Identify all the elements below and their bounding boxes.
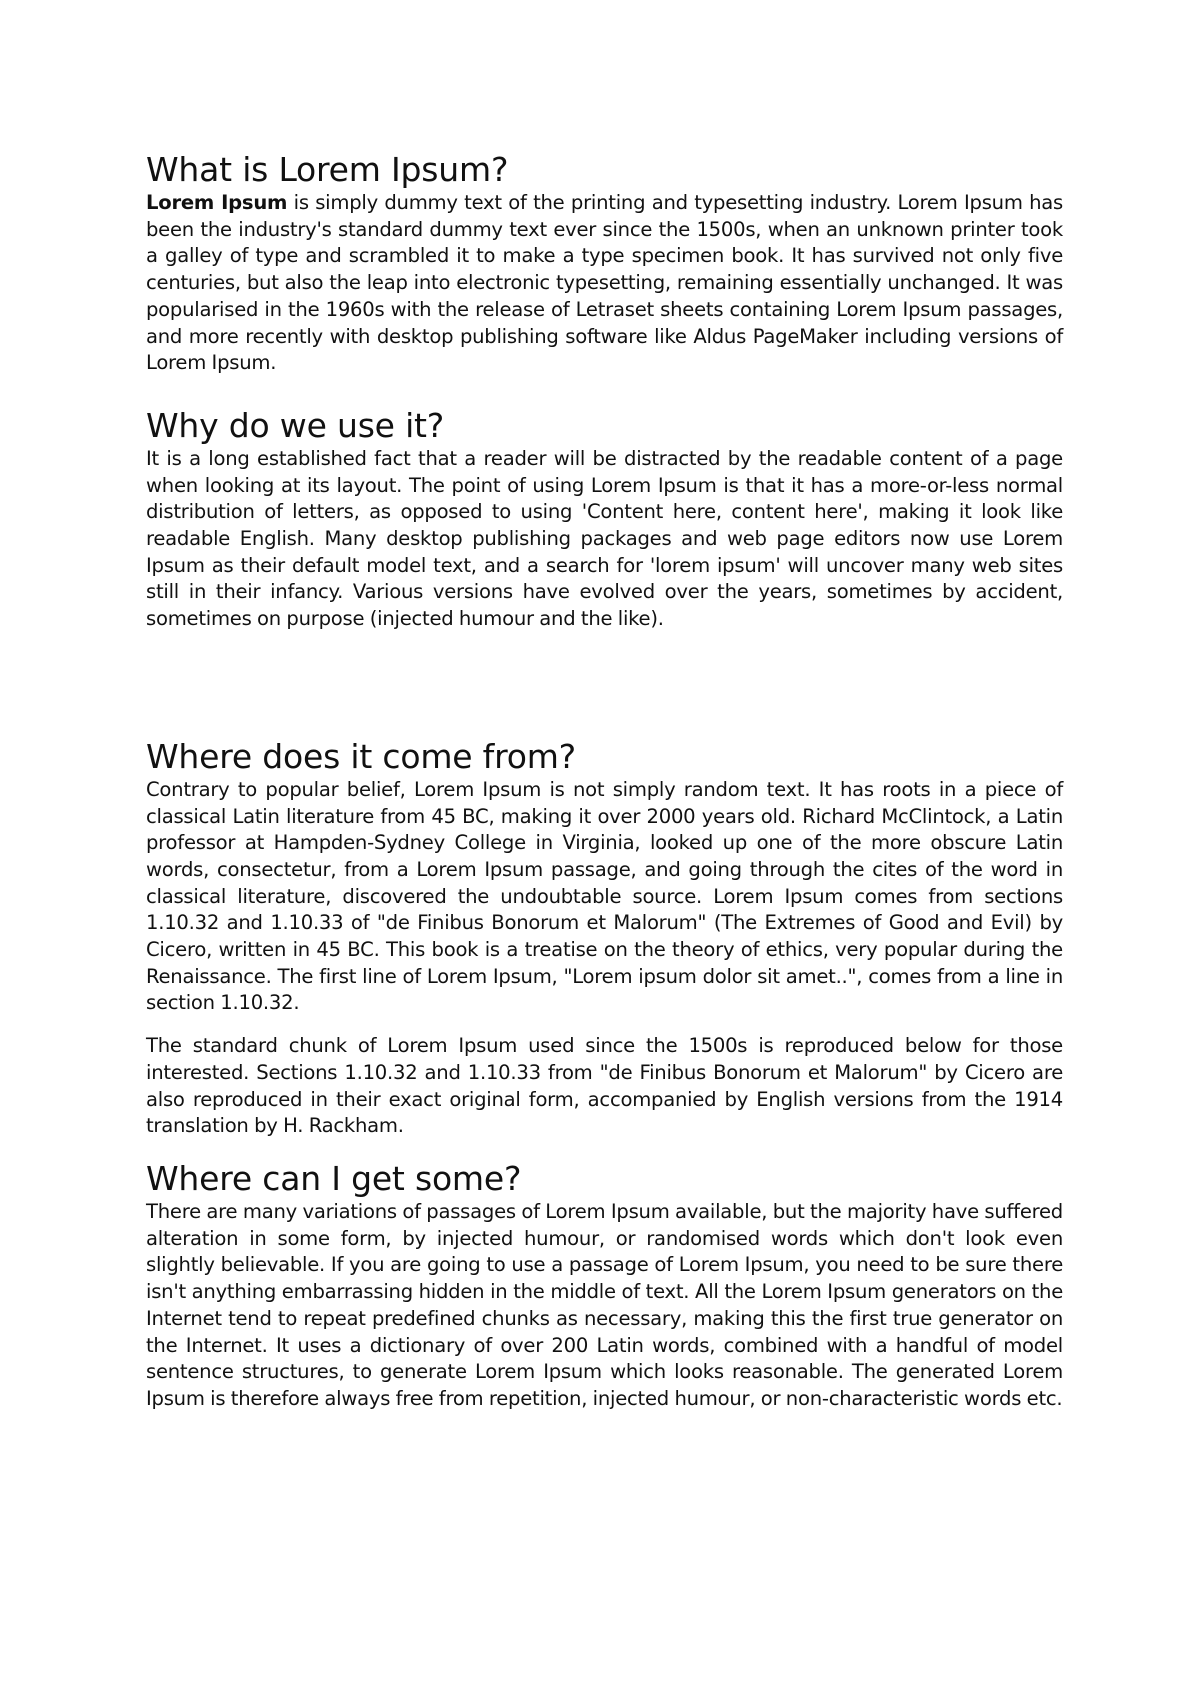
section-paragraph: There are many variations of passages of Lorem Ipsum available, but the majority have suffered alteration in some form, by injected humour, or randomised words which don't look even slightly believable. If you are going to use a passage of Lorem Ipsum, you need to be sure there isn't anything embarrassing hidden in the middle of text. All the Lorem Ipsum generators on the Internet tend to repeat predefined chunks as necessary, making this the first true generator on the Internet. It uses a dictionary of over 200 Latin words, combined with a handful of model sentence structures, to generate Lorem Ipsum which looks reasonable. The generated Lorem Ipsum is therefore always free from repetition, injected humour, or non-characteristic words etc. <box>146 1199 1063 1410</box>
section-heading: Where can I get some? <box>146 1158 522 1198</box>
bold-lead-term: Lorem Ipsum <box>146 191 288 214</box>
section-heading: What is Lorem Ipsum? <box>146 150 509 189</box>
paragraph-text: is simply dummy text of the printing and typesetting industry. Lorem Ipsum has been the industry's standard dummy text ever since the 1500s, when an unknown printer took a galley of type and scrambled it to make a type specimen book. It has survived not only five centuries, but also the leap into electronic typesetting, remaining essentially unchanged. It was popularised in the 1960s with the release of Letraset sheets containing Lorem Ipsum passages, and more recently with desktop publishing software like Aldus PageMaker including versions of Lorem Ipsum. <box>146 191 1063 375</box>
section-heading: Why do we use it? <box>146 405 445 445</box>
section-paragraph: Contrary to popular belief, Lorem Ipsum is not simply random text. It has roots in a piece of classical Latin literature from 45 BC, making it over 2000 years old. Richard McClintock, a Latin professor at Hampden-Sydney College in Virginia, looked up one of the more obscure Latin words, consectetur, from a Lorem Ipsum passage, and going through the cites of the word in classical literature, discovered the undoubtable source. Lorem Ipsum comes from sections 1.10.32 and 1.10.33 of "de Finibus Bonorum et Malorum" (The Extremes of Good and Evil) by Cicero, written in 45 BC. This book is a treatise on the theory of ethics, very popular during the Renaissance. The first line of Lorem Ipsum, "Lorem ipsum dolor sit amet..", comes from a line in section 1.10.32. <box>146 777 1063 1015</box>
section-paragraph: It is a long established fact that a reader will be distracted by the readable content of a page when looking at its layout. The point of using Lorem Ipsum is that it has a more-or-less normal distribution of letters, as opposed to using 'Content here, content here', making it look like readable English. Many desktop publishing packages and web page editors now use Lorem Ipsum as their default model text, and a search for 'lorem ipsum' will uncover many web sites still in their infancy. Various versions have evolved over the years, sometimes by accident, sometimes on purpose (injected humour and the like). <box>146 446 1063 631</box>
section-paragraph-2: The standard chunk of Lorem Ipsum used since the 1500s is reproduced below for those interested. Sections 1.10.32 and 1.10.33 from "de Finibus Bonorum et Malorum" by Cicero are also reproduced in their exact original form, accompanied by English versions from the 1914 translation by H. Rackham. <box>146 1034 1063 1138</box>
section-what-is-lorem-ipsum <box>146 150 1063 377</box>
section-why-use-it <box>146 406 1063 633</box>
section-paragraph <box>146 190 1063 377</box>
section-heading: Where does it come from? <box>146 736 576 776</box>
section-where-can-i-get-some <box>146 1159 1063 1413</box>
section-where-does-it-come-from <box>146 737 1063 1140</box>
